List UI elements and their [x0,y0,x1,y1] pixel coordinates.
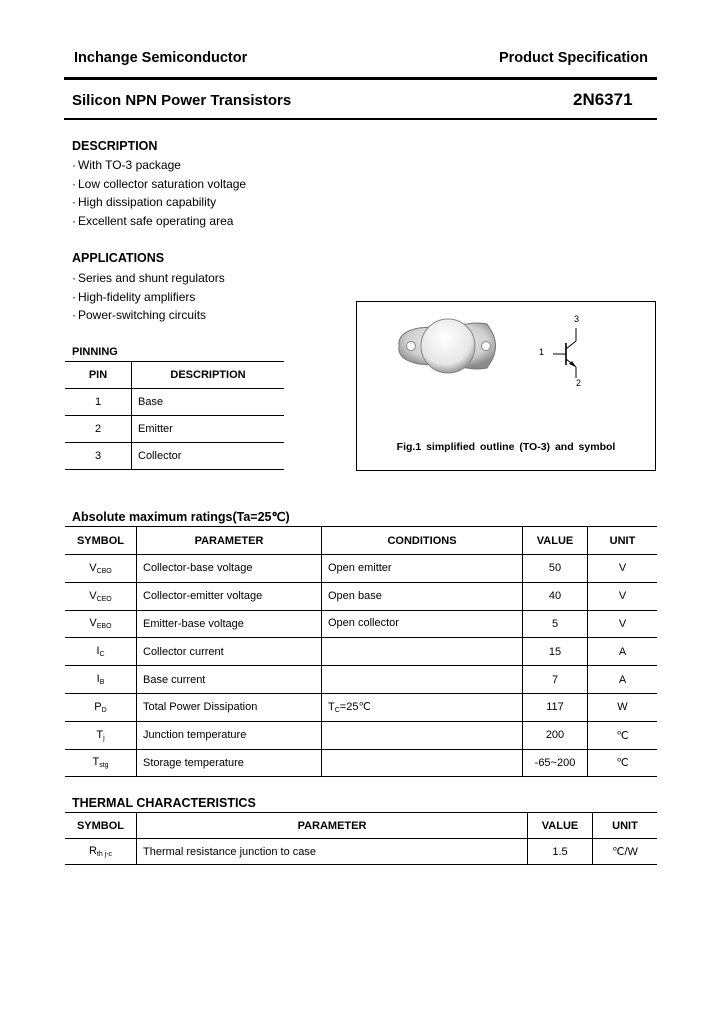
list-item: · Low collector saturation voltage [72,176,247,191]
table-row: 3 Collector [65,443,284,470]
table-row: 1 Base [65,389,284,416]
part-number: 2N6371 [573,90,633,109]
thermal-table [65,812,657,865]
applications-list [72,269,225,325]
table-row: $V_{CEO}$ Collector-emitter voltage Open base 40 V [65,582,657,610]
list-item: · Power-switching circuits [72,308,207,323]
symbol-pin-collector: 3 [574,314,580,324]
list-item: · Series and shunt regulators [72,271,225,285]
table-row: 2 Emitter [65,416,284,443]
description-column-header: DESCRIPTION [132,362,285,389]
table-row: $T_j$ Junction temperature 200 ℃ [65,721,657,749]
unit-column-header: UNIT [588,527,658,555]
list-item: · Excellent safe operating area [72,214,234,229]
description-list [72,156,246,231]
npn-transistor-symbol [357,302,655,437]
value-column-header: VALUE [523,527,588,555]
parameter-column-header: PARAMETER [137,527,322,555]
title-rule [64,118,657,120]
table-row: $P_D$ Total Power Dissipation $T_C=25℃$ 117 W [65,693,657,721]
applications-heading: APPLICATIONS [72,251,165,265]
table-row: $I_C$ Collector current 15 A [65,638,657,666]
pinning-heading: PINNING [72,346,118,358]
conditions-column-header: CONDITIONS [322,527,523,555]
list-item: · High dissipation capability [72,195,217,210]
list-item: · With TO-3 package [72,158,181,172]
ratings-heading: Absolute maximum ratings(Ta=25℃) [72,510,290,524]
symbol-column-header: SYMBOL [65,527,137,555]
symbol-pin-emitter: 2 [576,378,582,388]
unit-column-header: UNIT [593,813,658,839]
ratings-table [65,526,657,777]
table-row: $I_B$ Base current 7 A [65,666,657,694]
pinning-table [65,361,284,470]
header-rule [64,77,657,80]
description-heading: DESCRIPTION [72,139,158,153]
figure-caption: Fig.1 simplified outline (TO-3) and symbol [396,441,616,453]
value-column-header: VALUE [528,813,593,839]
table-row: $V_{EBO}$ Emitter-base voltage Open collector 5 V [65,610,657,638]
table-row: $V_{CBO}$ Collector-base voltage Open emitter 50 V [65,555,657,583]
list-item: · High-fidelity amplifiers [72,289,196,304]
table-row: $R_{th j-c}$ Thermal resistance junction to case 1.5 ℃/W [65,839,657,865]
company-name: Inchange Semiconductor [74,50,248,66]
figure-box [356,301,656,471]
parameter-column-header: PARAMETER [137,813,528,839]
symbol-column-header: SYMBOL [65,813,137,839]
product-title: Silicon NPN Power Transistors [72,92,292,109]
pin-column-header: PIN [65,362,132,389]
document-type: Product Specification [498,50,648,66]
symbol-pin-base: 1 [539,347,545,357]
thermal-heading: THERMAL CHARACTERISTICS [72,796,256,810]
table-row: $T_{stg}$ Storage temperature -65~200 ℃ [65,749,657,777]
